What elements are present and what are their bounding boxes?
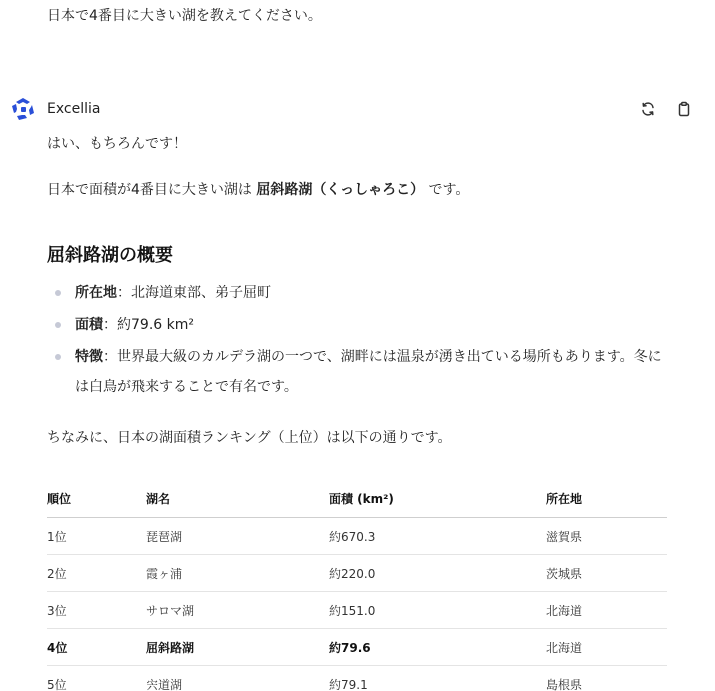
regenerate-icon <box>640 101 656 117</box>
intro-suffix: です。 <box>424 182 470 198</box>
cell-lake: 宍道湖 <box>146 666 329 691</box>
table-row <box>47 518 667 555</box>
feature-item-location <box>47 283 672 303</box>
feature-item-characteristics <box>47 342 672 402</box>
cell-area: 約670.3 <box>329 518 546 555</box>
cell-location: 北海道 <box>546 629 667 666</box>
cell-location: 茨城県 <box>546 555 667 592</box>
feature-key: 特徴 <box>75 349 103 365</box>
cell-rank: 5位 <box>47 666 146 691</box>
cell-location: 北海道 <box>546 592 667 629</box>
table-row <box>47 666 667 691</box>
column-header-location: 所在地 <box>546 480 667 518</box>
copy-button[interactable] <box>673 98 695 120</box>
cell-lake: 屈斜路湖 <box>146 629 329 666</box>
feature-item-area <box>47 315 672 335</box>
cell-area: 約79.1 <box>329 666 546 691</box>
column-header-rank: 順位 <box>47 480 146 518</box>
clipboard-icon <box>676 101 692 117</box>
cell-rank: 3位 <box>47 592 146 629</box>
bullet-icon <box>55 290 61 296</box>
cell-location: 滋賀県 <box>546 518 667 555</box>
cell-rank: 1位 <box>47 518 146 555</box>
bullet-icon <box>55 354 61 360</box>
cell-lake: 琵琶湖 <box>146 518 329 555</box>
table-intro-text: ちなみに、日本の湖面積ランキング（上位）は以下の通りです。 <box>47 430 452 446</box>
column-header-lake: 湖名 <box>146 480 329 518</box>
cell-rank: 4位 <box>47 629 146 666</box>
feature-value: ：世界最大級のカルデラ湖の一つで、湖畔には温泉が湧き出ている場所もあります。冬には白鳥が飛来することで有名です。 <box>75 349 662 395</box>
feature-list <box>47 283 672 414</box>
feature-value: ：北海道東部、弟子屈町 <box>117 285 271 301</box>
regenerate-button[interactable] <box>637 98 659 120</box>
cell-area: 約79.6 <box>329 629 546 666</box>
table-header-row <box>47 480 667 518</box>
lake-ranking-table <box>47 480 667 691</box>
cell-location: 島根県 <box>546 666 667 691</box>
table-row <box>47 592 667 629</box>
cell-area: 約220.0 <box>329 555 546 592</box>
greeting-text: はい、もちろんです！ <box>47 136 187 152</box>
excellia-logo-icon <box>10 96 36 122</box>
cell-area: 約151.0 <box>329 592 546 629</box>
cell-lake: サロマ湖 <box>146 592 329 629</box>
feature-key: 所在地 <box>75 285 117 301</box>
assistant-header <box>10 96 700 122</box>
cell-lake: 霞ヶ浦 <box>146 555 329 592</box>
table-row <box>47 555 667 592</box>
table-row-highlighted <box>47 629 667 666</box>
lake-name-bold: 屈斜路湖（くっしゃろこ） <box>256 182 425 198</box>
column-header-area: 面積 (km²) <box>329 480 546 518</box>
feature-key: 面積 <box>75 317 103 333</box>
intro-paragraph <box>47 180 469 200</box>
bullet-icon <box>55 322 61 328</box>
section-title: 屈斜路湖の概要 <box>47 245 173 266</box>
cell-rank: 2位 <box>47 555 146 592</box>
intro-prefix: 日本で面積が4番目に大きい湖は <box>47 182 257 198</box>
assistant-name: Excellia <box>47 101 101 117</box>
user-message: 日本で4番目に大きい湖を教えてください。 <box>47 8 322 24</box>
feature-value: ：約79.6 km² <box>103 317 194 333</box>
